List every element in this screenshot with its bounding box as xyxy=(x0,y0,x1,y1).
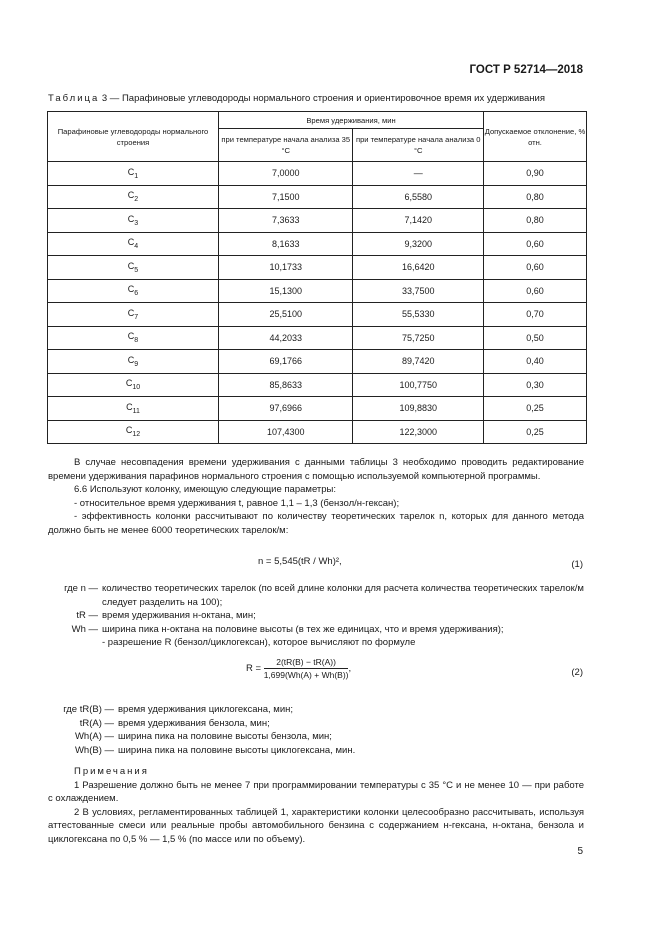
definition-row xyxy=(48,744,355,758)
def-symbol: tR — xyxy=(76,610,98,622)
cell-time-35: 25,5100 xyxy=(219,303,353,327)
cell-time-0: 9,3200 xyxy=(353,232,484,256)
table-row xyxy=(48,256,587,280)
table-caption: Таблица 3 — Парафиновые углеводороды нормального строения и ориентировочное время их удерживания xyxy=(48,93,545,104)
def-text: количество теоретических тарелок (по всей длине колонки для расчета количества теоретических тарелок/м следует разделить на 100); xyxy=(102,583,584,608)
formula-2-denominator: 1,699(Wh(A) + Wh(B)) xyxy=(263,670,349,680)
body-text xyxy=(48,456,584,538)
table-row xyxy=(48,326,587,350)
def-text: время удерживания циклогексана, мин; xyxy=(118,704,294,715)
list-item: - относительное время удерживания t, равное 1,1 – 1,3 (бензол/н-гексан); xyxy=(74,497,400,509)
cell-time-35: 7,3633 xyxy=(219,209,353,233)
cell-time-0: 100,7750 xyxy=(353,373,484,397)
cell-deviation: 0,60 xyxy=(484,256,587,280)
table-row xyxy=(48,162,587,186)
def-text: время удерживания н-октана, мин; xyxy=(102,610,256,622)
cell-time-0: 7,1420 xyxy=(353,209,484,233)
cell-deviation: 0,25 xyxy=(484,420,587,444)
cell-compound: $C_{10}$ xyxy=(48,373,219,397)
col-header-paraffins: Парафиновые углеводороды нормального строения xyxy=(48,112,219,162)
def-symbol: tR(A) — xyxy=(79,717,114,729)
def-symbol: Wh — xyxy=(71,623,98,635)
formula-2-numerator: 2(tR(B) − tR(A)) xyxy=(264,657,349,669)
formula-2: R = $\frac{2(tR(B) - tR(A))}{1,699(Wh(A) + Wh(B))}$ , xyxy=(246,657,352,680)
cell-compound: $C_2$ xyxy=(48,185,219,209)
table-row xyxy=(48,279,587,303)
cell-compound: $C_4$ xyxy=(48,232,219,256)
cell-time-0: 55,5330 xyxy=(353,303,484,327)
col-header-0c: при температуре начала анализа 0 °С xyxy=(353,129,484,162)
cell-deviation: 0,25 xyxy=(484,397,587,421)
cell-deviation: 0,30 xyxy=(484,373,587,397)
table-row xyxy=(48,373,587,397)
list-item: - разрешение R (бензол/циклогексан), которое вычисляют по формуле xyxy=(102,637,416,649)
cell-time-35: 15,1300 xyxy=(219,279,353,303)
cell-compound: $C_8$ xyxy=(48,326,219,350)
notes xyxy=(48,765,584,847)
def-text: время удерживания бензола, мин; xyxy=(118,717,270,729)
definition-row xyxy=(48,703,355,717)
cell-time-35: 7,1500 xyxy=(219,185,353,209)
table-row xyxy=(48,185,587,209)
cell-time-0: 109,8830 xyxy=(353,397,484,421)
cell-time-35: 8,1633 xyxy=(219,232,353,256)
cell-time-35: 44,2033 xyxy=(219,326,353,350)
cell-time-0: 6,5580 xyxy=(353,185,484,209)
cell-compound: $C_5$ xyxy=(48,256,219,280)
note-1: 1 Разрешение должно быть не менее 7 при программировании температуры с 35 °С и не менее 10 — при работе с охлаждением. xyxy=(48,779,584,805)
table-row xyxy=(48,420,587,444)
cell-compound: $C_6$ xyxy=(48,279,219,303)
def-text: ширина пика на половине высоты бензола, мин; xyxy=(118,731,332,743)
notes-title: Примечания xyxy=(74,766,149,777)
cell-time-0: 16,6420 xyxy=(353,256,484,280)
def-symbol: где n — xyxy=(64,583,98,594)
cell-compound: $C_{11}$ xyxy=(48,397,219,421)
formula-1-number: (1) xyxy=(571,559,583,570)
table-row xyxy=(48,397,587,421)
def-symbol: Wh(B) — xyxy=(74,744,114,756)
table-row xyxy=(48,209,587,233)
cell-compound: $C_9$ xyxy=(48,350,219,374)
paragraph: 6.6 Используют колонку, имеющую следующие параметры: xyxy=(74,484,337,496)
cell-deviation: 0,50 xyxy=(484,326,587,350)
def-symbol: где tR(B) — xyxy=(63,704,114,715)
standard-code: ГОСТ Р 52714—2018 xyxy=(469,64,583,76)
cell-time-0: 33,7500 xyxy=(353,279,484,303)
def-text: ширина пика на половине высоты циклогексана, мин. xyxy=(118,744,356,756)
cell-time-0: 122,3000 xyxy=(353,420,484,444)
retention-time-table xyxy=(47,111,587,444)
formula-1: n = 5,545(tR / Wh)², xyxy=(258,556,342,567)
note-2: 2 В условиях, регламентированных таблицей 1, характеристики колонки целесообразно рассчитывать, используя аттестованные смеси или реальные пробы автомобильного бензина с содержанием н-гексана, н-октана, бензола и циклогексана по 0,5 % — 1,5 % (по массе или по объему). xyxy=(48,806,584,845)
col-header-35c: при температуре начала анализа 35 °С xyxy=(219,129,353,162)
cell-compound: $C_1$ xyxy=(48,162,219,186)
definitions-1 xyxy=(48,582,584,650)
cell-deviation: 0,40 xyxy=(484,350,587,374)
formula-2-number: (2) xyxy=(571,667,583,678)
cell-deviation: 0,60 xyxy=(484,232,587,256)
cell-time-35: 85,8633 xyxy=(219,373,353,397)
definitions-2 xyxy=(48,703,355,757)
col-header-deviation: Допускаемое отклонение, % отн. xyxy=(484,112,587,162)
cell-compound: $C_7$ xyxy=(48,303,219,327)
cell-time-35: 97,6966 xyxy=(219,397,353,421)
definition-row xyxy=(48,717,355,731)
table-row xyxy=(48,303,587,327)
cell-time-0: 89,7420 xyxy=(353,350,484,374)
page-number: 5 xyxy=(577,846,583,857)
def-text: ширина пика н-октана на половине высоты (в тех же единицах, что и время удерживания); xyxy=(102,623,504,635)
cell-deviation: 0,70 xyxy=(484,303,587,327)
cell-time-35: 7,0000 xyxy=(219,162,353,186)
table-row xyxy=(48,350,587,374)
table-row xyxy=(48,232,587,256)
cell-deviation: 0,80 xyxy=(484,209,587,233)
list-item: - эффективность колонки рассчитывают по количеству теоретических тарелок n, которых для данного метода должно быть не менее 6000 теоретических тарелок/м: xyxy=(48,511,584,536)
cell-deviation: 0,90 xyxy=(484,162,587,186)
cell-deviation: 0,60 xyxy=(484,279,587,303)
cell-time-35: 107,4300 xyxy=(219,420,353,444)
cell-time-0: — xyxy=(353,162,484,186)
cell-compound: $C_3$ xyxy=(48,209,219,233)
cell-time-35: 69,1766 xyxy=(219,350,353,374)
cell-time-35: 10,1733 xyxy=(219,256,353,280)
cell-deviation: 0,80 xyxy=(484,185,587,209)
def-symbol: Wh(A) — xyxy=(74,731,114,743)
col-header-retention-time: Время удерживания, мин xyxy=(219,112,484,129)
definition-row xyxy=(48,730,355,744)
cell-compound: $C_{12}$ xyxy=(48,420,219,444)
paragraph: В случае несовпадения времени удерживания с данными таблицы 3 необходимо проводить редактирование времени удерживания парафинов нормального строения с помощью используемой компьютерной программы. xyxy=(48,457,584,482)
cell-time-0: 75,7250 xyxy=(353,326,484,350)
